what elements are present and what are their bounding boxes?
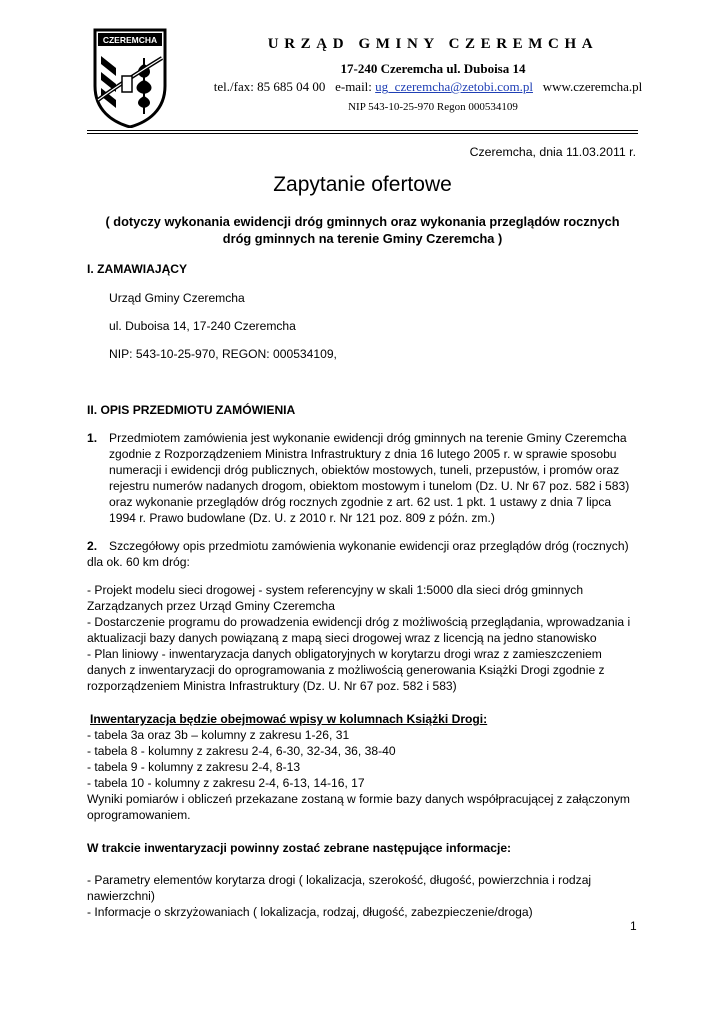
point-1-line: Przedmiotem zamówienia jest wykonanie ewidencji dróg gminnych na terenie Gminy Czeremcha [109, 431, 627, 445]
point-1-line: oraz wykonanie przeglądów dróg rocznych zgodnie z art. 62 ust. 1 pkt. 1 ustawy z dnia 7 lipca [109, 495, 612, 509]
header-divider-top [87, 130, 638, 131]
info-item: nawierzchni) [87, 889, 155, 903]
info-item: - Informacje o skrzyżowaniach ( lokalizacja, rodzaj, długość, zabezpieczenie/droga) [87, 905, 533, 919]
scope-line: Zarządzanych przez Urząd Gminy Czeremcha [87, 599, 336, 613]
scope-line: danych z inwentaryzacji do oprogramowania z możliwością generowania Książki Drogi zgodnie z [87, 663, 605, 677]
scope-line: - Plan liniowy - inwentaryzacja danych obligatoryjnych w korytarzu drogi wraz z zamieszczeniem [87, 647, 602, 661]
point-1-line: zgodnie z Rozporządzeniem Ministra Infrastruktury z dnia 16 lutego 2005 r. w sprawie sposobu [109, 447, 617, 461]
ordering-party-name: Urząd Gminy Czeremcha [109, 291, 245, 305]
email-link[interactable]: ug_czeremcha@zetobi.com.pl [375, 79, 533, 94]
section-heading-order-description: II. OPIS PRZEDMIOTU ZAMÓWIENIA [87, 403, 296, 417]
results-line: oprogramowaniem. [87, 808, 191, 822]
page-title: Zapytanie ofertowe [273, 173, 452, 196]
point-1-number: 1. [87, 431, 98, 445]
subtitle-line-2: dróg gminnych na terenie Gminy Czeremcha ) [222, 231, 503, 246]
info-heading: W trakcie inwentaryzacji powinny zostać zebrane następujące informacje: [87, 841, 512, 855]
point-1-line: numeracji i ewidencji dróg publicznych, obiektów mostowych, tuneli, przepustów, i promów oraz [109, 463, 620, 477]
inventory-item: - tabela 8 - kolumny z zakresu 2-4, 6-30, 32-34, 36, 38-40 [87, 744, 396, 758]
section-heading-ordering-party: I. ZAMAWIAJĄCY [87, 262, 188, 276]
tax-ids: NIP 543-10-25-970 Regon 000534109 [348, 101, 518, 113]
contact-line [168, 79, 688, 95]
document-subtitle [87, 213, 638, 247]
point-1-line: 1994 r. Prawo budowlane (Dz. U. z 2010 r. Nr 121 poz. 809 z późn. zm.) [109, 511, 495, 525]
point-2-number: 2. [87, 539, 98, 553]
date-line: Czeremcha, dnia 11.03.2011 r. [469, 145, 636, 159]
coat-of-arms-emblem [92, 28, 168, 128]
inventory-heading: Inwentaryzacja będzie obejmować wpisy w kolumnach Książki Drogi: [90, 712, 488, 726]
website-link[interactable]: www.czeremcha.pl [542, 79, 643, 94]
ordering-party-ids: NIP: 543-10-25-970, REGON: 000534109, [109, 347, 337, 361]
office-name: URZĄD GMINY CZEREMCHA [267, 36, 599, 52]
email-label: e-mail: [335, 79, 372, 94]
info-item: - Parametry elementów korytarza drogi ( lokalizacja, szerokość, długość, powierzchnia i rodzaj [87, 873, 592, 887]
subtitle-line-1: ( dotyczy wykonania ewidencji dróg gminnych oraz wykonania przeglądów rocznych [105, 214, 620, 229]
point-2-line: Szczegółowy opis przedmiotu zamówienia wykonanie ewidencji oraz przeglądów dróg (rocznych) [109, 539, 629, 553]
scope-line: rozporządzeniem Ministra Infrastruktury (Dz. U. Nr 67 poz. 582 i 583) [87, 679, 457, 693]
scope-line: - Projekt modelu sieci drogowej - system referencyjny w skali 1:5000 dla sieci dróg gminnych [87, 583, 584, 597]
inventory-item: - tabela 3a oraz 3b – kolumny z zakresu 1-26, 31 [87, 728, 350, 742]
inventory-item: - tabela 10 - kolumny z zakresu 2-4, 6-13, 14-16, 17 [87, 776, 365, 790]
results-line: Wyniki pomiarów i obliczeń przekazane zostaną w formie bazy danych współpracującej z załączonym [87, 792, 631, 806]
point-2-line: dla ok. 60 km dróg: [87, 555, 190, 569]
scope-line: aktualizacji bazy danych powiązaną z mapą sieci drogowej wraz z licencją na jedno stanowisko [87, 631, 597, 645]
emblem-label: CZEREMCHA [102, 35, 158, 45]
office-address: 17-240 Czeremcha ul. Duboisa 14 [340, 61, 526, 76]
scope-line: - Dostarczenie programu do prowadzenia ewidencji dróg z możliwością przeglądania, wprowadzania i [87, 615, 631, 629]
ordering-party-address: ul. Duboisa 14, 17-240 Czeremcha [109, 319, 296, 333]
inventory-item: - tabela 9 - kolumny z zakresu 2-4, 8-13 [87, 760, 301, 774]
page-number: 1 [630, 919, 637, 933]
phone-fax: tel./fax: 85 685 04 00 [213, 79, 326, 94]
point-1-line: rejestru numerów nadanych drogom, obiektom mostowym i tunelom (Dz. U. Nr 67 poz. 582 i 583) [109, 479, 630, 493]
header-divider-bottom [87, 133, 638, 134]
